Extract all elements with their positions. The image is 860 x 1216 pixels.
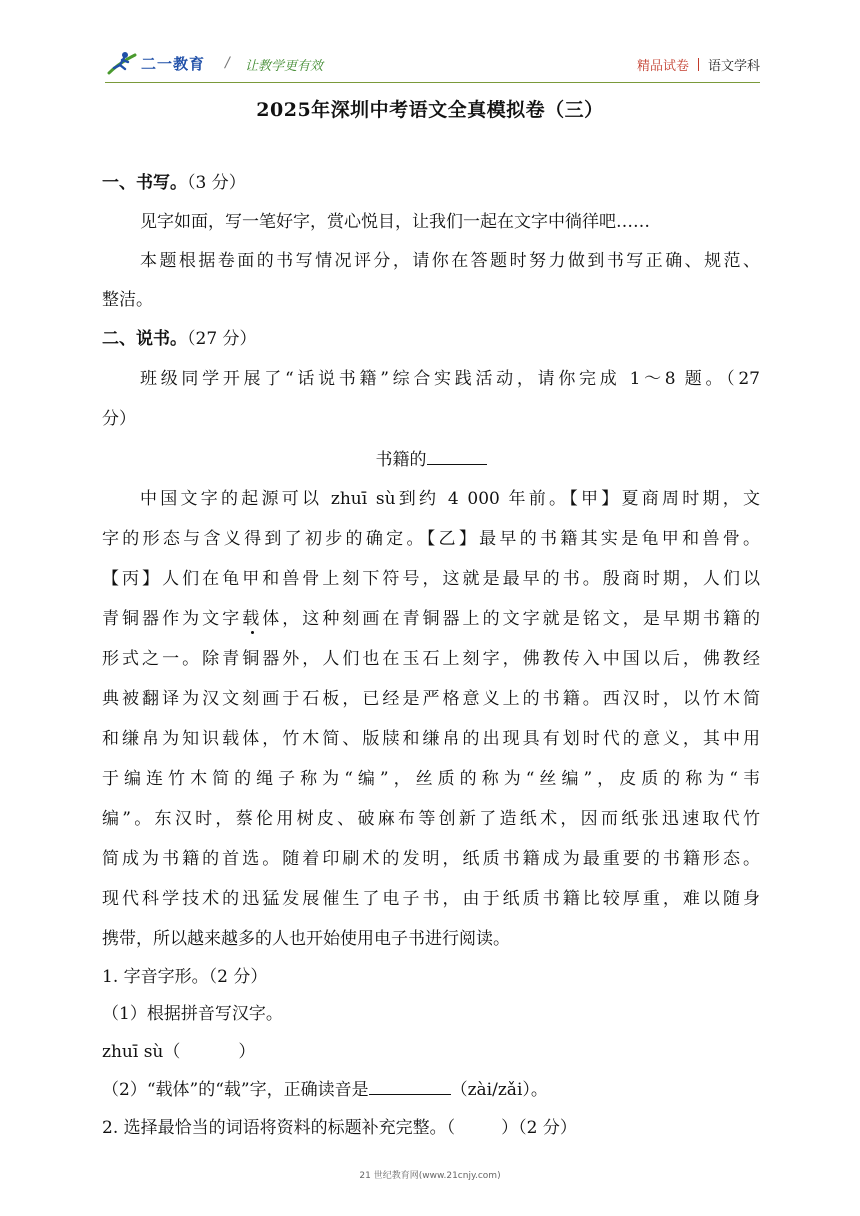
material-last-line: 携带，所以越来越多的人也开始使用电子书进行阅读。 xyxy=(102,929,510,949)
material-line: 简成为书籍的首选。随着印刷术的发明，纸质书籍成为最重要的书籍形态。 xyxy=(102,849,760,869)
page-header xyxy=(105,46,760,83)
material-title-line xyxy=(102,445,760,470)
logo-text: 二一教育 xyxy=(141,54,206,73)
section2-intro-line1: 班级同学开展了“话说书籍”综合实践活动，请你完成 1～8 题。（27 xyxy=(140,369,760,389)
section2-score: （27 分） xyxy=(187,329,257,349)
section1-paragraph1: 见字如面，写一笔好字，赏心悦目，让我们一起在文字中徜徉吧…… xyxy=(140,212,650,232)
material-text-segment: 青铜器作为文字 xyxy=(102,609,243,629)
runner-logo-icon xyxy=(105,49,139,77)
material-line: 【丙】人们在龟甲和兽骨上刻下符号，这就是最早的书。殷商时期，人们以 xyxy=(102,569,760,589)
question2-text: 2. 选择最恰当的词语将资料的标题补充完整。（ xyxy=(102,1118,456,1138)
tag-subject: 语文学科 xyxy=(707,59,760,74)
material-line: 典被翻译为汉文刻画于石板，已经是严格意义上的书籍。西汉时，以竹木简 xyxy=(102,689,760,709)
question1-sub2-line xyxy=(102,1075,548,1100)
page-footer: 21 世纪教育网(www.21cnjy.com) xyxy=(359,1171,501,1181)
section2-intro-line2: 分） xyxy=(102,409,136,429)
material-line: 和缣帛为知识载体，竹木简、版牍和缣帛的出现具有划时代的意义，其中用 xyxy=(102,729,760,749)
material-line-with-dot xyxy=(102,604,760,629)
header-tags xyxy=(637,55,760,74)
material-line: 现代科学技术的迅猛发展催生了电子书，由于纸质书籍比较厚重，难以随身 xyxy=(102,889,760,909)
question2-line xyxy=(102,1113,577,1138)
question1-pinyin-line xyxy=(102,1037,255,1062)
material-line: 中国文字的起源可以 zhuī sù到约 4 000 年前。【甲】夏商周时期，文 xyxy=(140,489,760,509)
material-line: 字的形态与含义得到了初步的确定。【乙】最早的书籍其实是龟甲和兽骨。 xyxy=(102,529,760,549)
question1-sub2-options: （zài/zǎi）。 xyxy=(450,1080,548,1100)
question1-heading: 1. 字音字形。（2 分） xyxy=(102,967,268,987)
page-title: 2025年深圳中考语文全真模拟卷（三） xyxy=(256,99,604,121)
material-text-segment: 体，这种刻画在青铜器上的文字就是铭文，是早期书籍的 xyxy=(262,609,760,629)
material-title-blank[interactable] xyxy=(427,449,487,465)
material-title: 书籍的 xyxy=(375,450,427,470)
material-line: 于编连竹木简的绳子称为“编”，丝质的称为“丝编”，皮质的称为“韦 xyxy=(102,769,760,789)
section2-heading: 二、说书。 xyxy=(102,329,187,349)
section2-heading-line xyxy=(102,324,257,349)
pinyin-prompt: zhuī sù（ xyxy=(102,1042,181,1062)
logo xyxy=(105,48,205,78)
reading-answer-blank[interactable] xyxy=(369,1079,451,1095)
slogan: 让教学更有效 xyxy=(245,59,324,74)
slogan-separator: / xyxy=(225,55,230,71)
section1-heading-line xyxy=(102,168,246,193)
section1-paragraph2-line1: 本题根据卷面的书写情况评分，请你在答题时努力做到书写正确、规范、 xyxy=(140,251,760,271)
section1-paragraph2-line2: 整洁。 xyxy=(102,290,153,310)
question2-score: ）（2 分） xyxy=(501,1118,577,1138)
pinyin-close: ） xyxy=(238,1042,256,1062)
emphasis-char: 载 xyxy=(242,609,263,629)
section1-score: （3 分） xyxy=(187,173,246,193)
question1-sub2-text: （2）“载体”的“载”字，正确读音是 xyxy=(102,1080,369,1100)
material-line: 编”。东汉时，蔡伦用树皮、破麻布等创新了造纸术，因而纸张迅速取代竹 xyxy=(102,809,760,829)
tag-divider xyxy=(698,58,699,71)
section1-heading: 一、书写。 xyxy=(102,173,187,193)
material-line: 形式之一。除青铜器外，人们也在玉石上刻字，佛教传入中国以后，佛教经 xyxy=(102,649,760,669)
question1-sub1: （1）根据拼音写汉字。 xyxy=(102,1004,283,1024)
tag-premium-paper: 精品试卷 xyxy=(636,59,689,74)
